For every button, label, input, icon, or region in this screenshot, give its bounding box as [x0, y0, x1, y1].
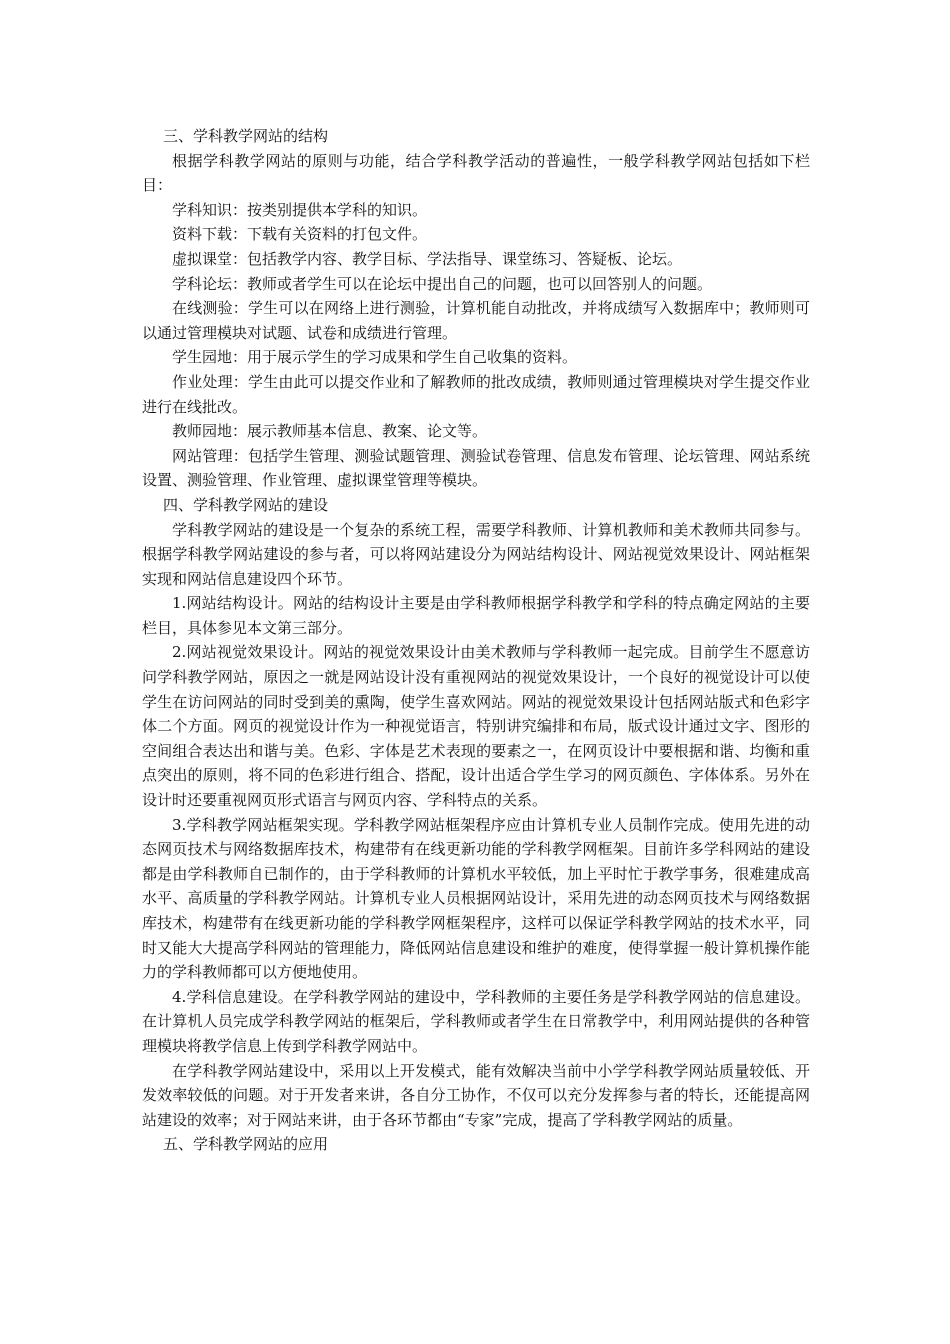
column-label: 学科知识：: [172, 200, 248, 219]
column-label: 虚拟课堂：: [172, 249, 248, 268]
column-item: [142, 370, 810, 419]
column-label: 在线测验：: [172, 299, 248, 318]
column-item: [142, 272, 810, 297]
step-paragraph: 2.网站视觉效果设计。网站的视觉效果设计由美术教师与学科教师一起完成。目前学生不愿意访问学科教学网站，原因之一就是网站设计没有重视网站的视觉效果设计，一个良好的视觉设计可以使学生在访问网站的同时受到美的熏陶，使学生喜欢网站。网站的视觉效果设计包括网站版式和色彩字体二个方面。网页的视觉设计作为一种视觉语言，特别讲究编排和布局，版式设计通过文字、图形的空间组合表达出和谐与美。色彩、字体是艺术表现的要素之一，在网页设计中要根据和谐、均衡和重点突出的原则，将不同的色彩进行组合、搭配，设计出适合学生学习的网页颜色、字体体系。另外在设计时还要重视网页形式语言与网页内容、学科特点的关系。: [142, 643, 810, 810]
column-item: [142, 222, 810, 247]
column-text: 展示教师基本信息、教案、论文等。: [247, 422, 488, 441]
section-3-intro: 根据学科教学网站的原则与功能，结合学科教学活动的普遍性，一般学科教学网站包括如下栏目：: [142, 151, 810, 195]
step-paragraph: 1.网站结构设计。网站的结构设计主要是由学科教师根据学科教学和学科的特点确定网站的主要栏目，具体参见本文第三部分。: [142, 594, 810, 637]
step-paragraph: 4.学科信息建设。在学科教学网站的建设中，学科教师的主要任务是学科教学网站的信息建设。在计算机人员完成学科教学网站的框架后，学科教师或者学生在日常教学中，利用网站提供的各种管理模块将教学信息上传到学科教学网站中。: [142, 987, 810, 1055]
column-text: 包括学生管理、测验试题管理、测验试卷管理、信息发布管理、论坛管理、网站系统设置、测验管理、作业管理、虚拟课堂管理等模块。: [142, 446, 810, 490]
section-5-heading: 五、学科教学网站的应用: [163, 1135, 329, 1154]
column-label: 教师园地：: [172, 422, 248, 441]
column-item: [142, 345, 810, 370]
column-item: [142, 419, 810, 444]
column-label: 学科论坛：: [172, 274, 248, 293]
section-4-intro: 学科教学网站的建设是一个复杂的系统工程，需要学科教师、计算机教师和美术教师共同参与。根据学科教学网站建设的参与者，可以将网站建设分为网站结构设计、网站视觉效果设计、网站框架实现和网站信息建设四个环节。: [142, 520, 810, 588]
step-paragraph: 3.学科教学网站框架实现。学科教学网站框架程序应由计算机专业人员制作完成。使用先进的动态网页技术与网络数据库技术，构建带有在线更新功能的学科教学网框架。目前许多学科网站的建设都是由学科教师自已制作的，由于学科教师的计算机水平较低，加上平时忙于教学事务，很难建成高水平、高质量的学科教学网站。计算机专业人员根据网站设计，采用先进的动态网页技术与网络数据库技术，构建带有在线更新功能的学科教学网框架程序，这样可以保证学科教学网站的技术水平，同时又能大大提高学科网站的管理能力，降低网站信息建设和维护的难度，使得掌握一般计算机操作能力的学科教师都可以方便地使用。: [142, 815, 810, 982]
column-text: 包括教学内容、教学目标、学法指导、课堂练习、答疑板、论坛。: [247, 249, 683, 268]
section-4-summary: 在学科教学网站建设中，采用以上开发模式，能有效解决当前中小学学科教学网站质量较低、开发效率较低的问题。对于开发者来讲，各自分工协作，不仅可以充分发挥参与者的特长，还能提高网站建设的效率；对于网站来讲，由于各环节都由“专家”完成，提高了学科教学网站的质量。: [142, 1061, 810, 1129]
section-4-heading: 四、学科教学网站的建设: [163, 495, 329, 514]
document-body: [142, 124, 810, 1157]
column-text: 下载有关资料的打包文件。: [247, 225, 428, 244]
column-text: 按类别提供本学科的知识。: [247, 200, 428, 219]
column-text: 学生可以在网络上进行测验，计算机能自动批改，并将成绩写入数据库中；教师则可以通过管理模块对试题、试卷和成绩进行管理。: [142, 299, 810, 342]
column-text: 教师或者学生可以在论坛中提出自己的问题，也可以回答别人的问题。: [247, 274, 713, 293]
column-label: 网站管理：: [172, 446, 248, 465]
column-item: [142, 198, 810, 223]
column-item: [142, 296, 810, 345]
column-label: 学生园地：: [172, 348, 248, 367]
column-item: [142, 444, 810, 493]
column-text: 学生由此可以提交作业和了解教师的批改成绩，教师则通过管理模块对学生提交作业进行在线批改。: [142, 372, 810, 416]
column-label: 作业处理：: [172, 372, 248, 391]
column-item: [142, 247, 810, 272]
column-label: 资料下载：: [172, 225, 248, 244]
section-3-heading: 三、学科教学网站的结构: [163, 127, 329, 145]
column-text: 用于展示学生的学习成果和学生自己收集的资料。: [247, 348, 578, 367]
